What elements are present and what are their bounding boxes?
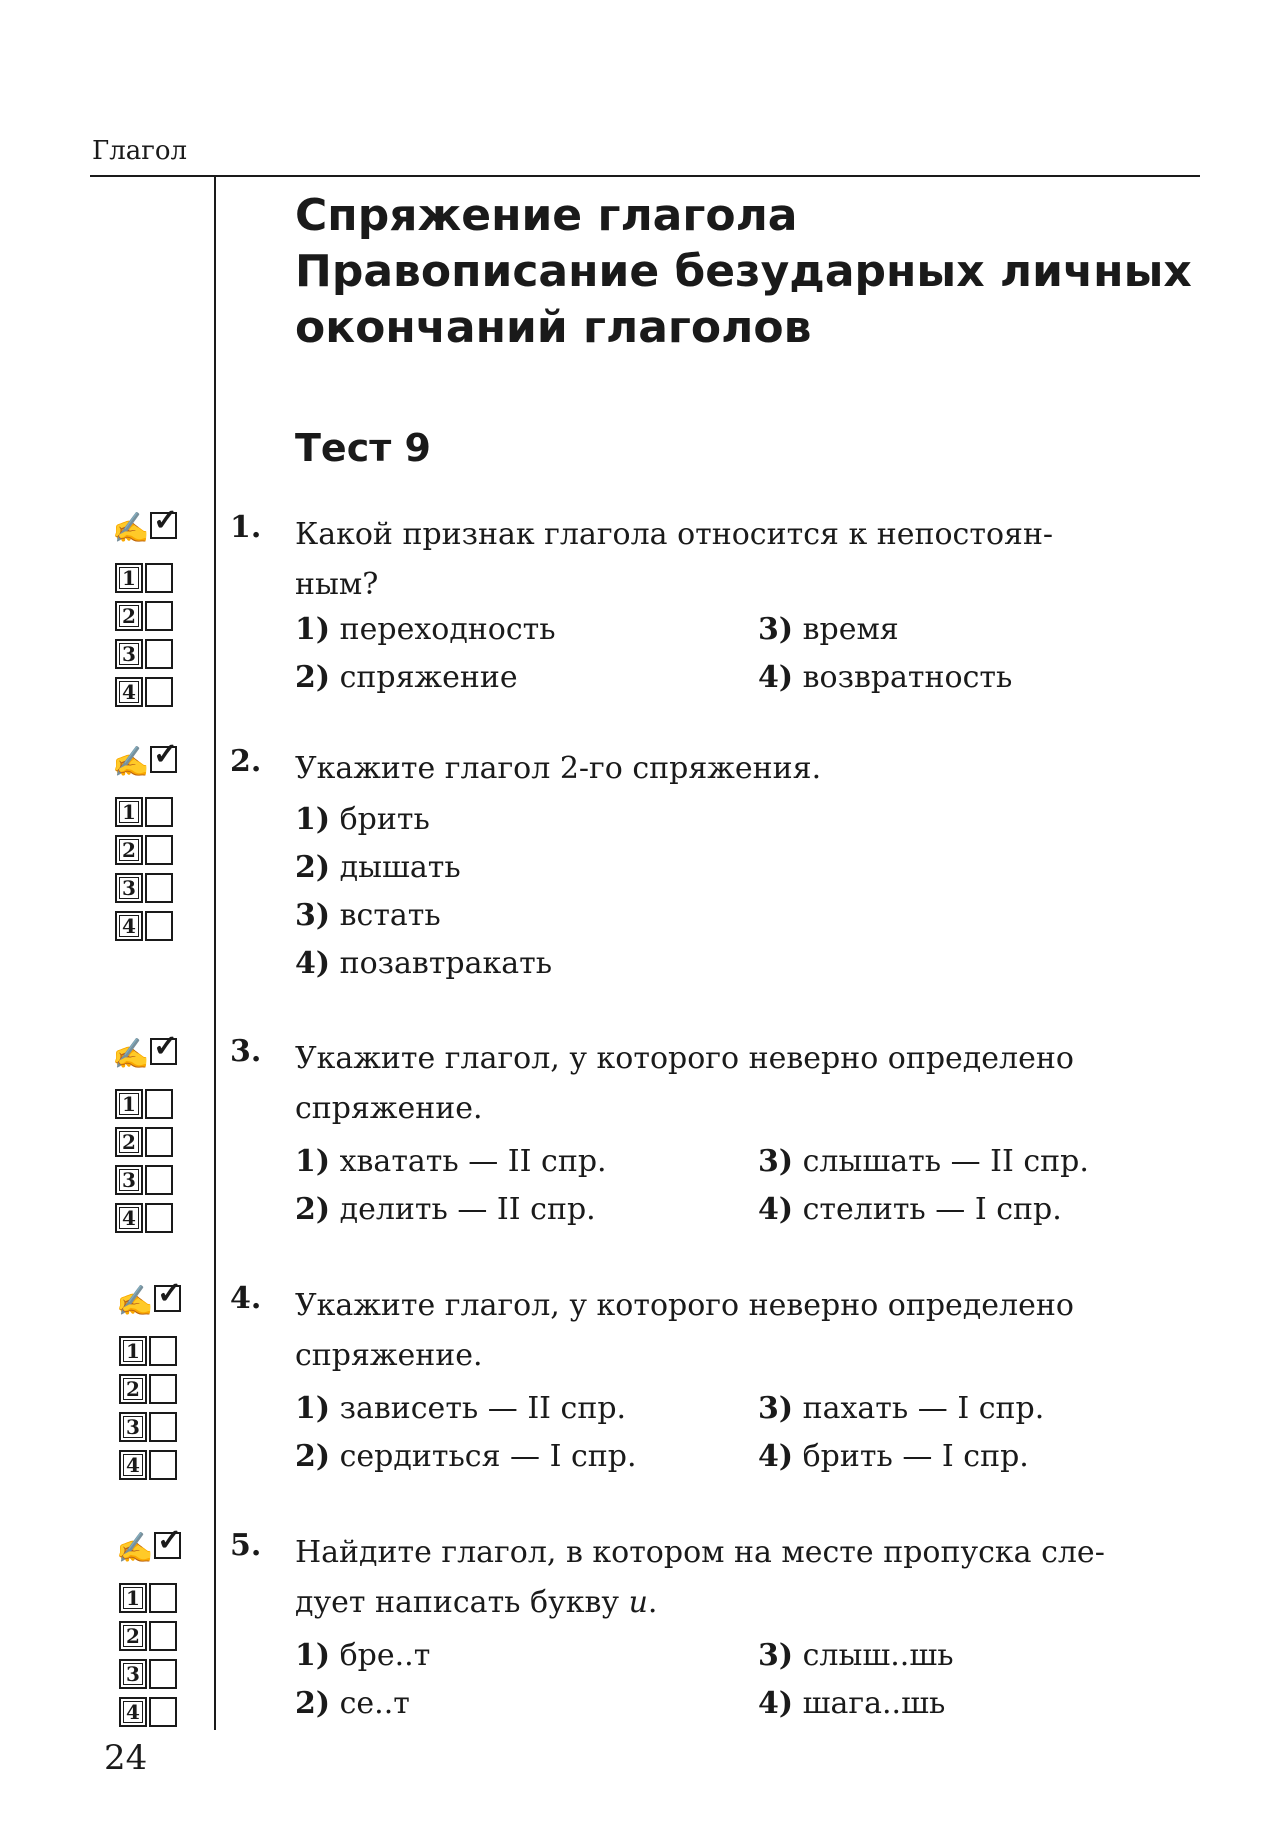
task-option: 1) брить [295,802,430,837]
answer-option-2[interactable]: 2 [115,835,179,869]
header-rule [90,175,1200,177]
answer-checkbox[interactable] [145,601,173,631]
task-question: Укажите глагол, у которого неверно определено спряжение. [295,1288,1074,1373]
answer-checkbox[interactable] [149,1450,177,1480]
task-number: 2. [230,744,262,779]
answer-header [116,1276,186,1319]
task-option: 2) спряжение [295,660,518,695]
task-number: 1. [230,510,262,545]
answer-header [112,737,182,780]
answer-header [112,1029,182,1072]
answer-checkbox[interactable] [145,835,173,865]
answer-option-3[interactable]: 3 [115,1165,179,1199]
task-question: Найдите глагол, в котором на месте пропуска сле- дует написать букву и. [295,1535,1105,1620]
checkbox-tick-icon: ✓ [154,1285,181,1312]
answer-option-4[interactable]: 4 [115,1203,179,1237]
answer-option-4[interactable]: 4 [119,1450,183,1484]
answer-option-4[interactable]: 4 [115,911,179,945]
pen-icon: ✍ [116,1284,154,1319]
answer-option-4[interactable]: 4 [115,677,179,711]
answer-checkbox[interactable] [149,1621,177,1651]
answer-checkbox[interactable] [145,1203,173,1233]
checkbox-tick-icon: ✓ [154,1532,181,1559]
answer-checkbox[interactable] [145,1089,173,1119]
task-option: 4) возвратность [758,660,1013,695]
answer-checkbox[interactable] [145,797,173,827]
pen-icon: ✍ [116,1531,154,1566]
answer-checkbox[interactable] [145,1127,173,1157]
task-option: 4) шага..шь [758,1686,946,1721]
answer-option-3[interactable]: 3 [119,1412,183,1446]
task-option: 3) время [758,612,899,647]
task-option: 2) делить — II спр. [295,1192,596,1227]
pen-icon: ✍ [112,511,150,546]
task-number: 3. [230,1034,262,1069]
running-head: Глагол [92,136,188,166]
answer-header [112,503,182,546]
test-title: Тест 9 [295,426,431,470]
page-number: 24 [104,1738,148,1778]
answer-option-2[interactable]: 2 [119,1621,183,1655]
answer-option-1[interactable]: 1 [115,797,179,831]
checkbox-tick-icon: ✓ [150,746,177,773]
answer-option-1[interactable]: 1 [115,1089,179,1123]
answer-checkbox[interactable] [145,1165,173,1195]
checkbox-tick-icon: ✓ [150,1038,177,1065]
answer-option-1[interactable]: 1 [119,1336,183,1370]
section-title-line: окончаний глаголов [295,302,812,353]
answer-checkbox[interactable] [145,911,173,941]
answer-option-3[interactable]: 3 [119,1659,183,1693]
pen-icon: ✍ [112,745,150,780]
answer-checkbox[interactable] [145,639,173,669]
task-question: Какой признак глагола относится к непостоян- ным? [295,517,1054,602]
section-title-line: Правописание безударных личных [295,246,1192,297]
section-title [295,188,1195,356]
answer-option-1[interactable]: 1 [119,1583,183,1617]
answer-option-2[interactable]: 2 [119,1374,183,1408]
task-option: 4) стелить — I спр. [758,1192,1062,1227]
task-option: 1) бре..т [295,1638,431,1673]
task-option: 1) хватать — II спр. [295,1144,607,1179]
answer-header [116,1523,186,1566]
task-option: 2) сердиться — I спр. [295,1439,637,1474]
answer-checkbox[interactable] [145,563,173,593]
italic-letter: и [628,1585,648,1620]
task-option: 3) слыш..шь [758,1638,954,1673]
answer-option-1[interactable]: 1 [115,563,179,597]
task-option: 1) зависеть — II спр. [295,1391,627,1426]
answer-checkbox[interactable] [145,677,173,707]
task-option: 2) се..т [295,1686,410,1721]
task-question: Укажите глагол 2-го спряжения. [295,751,822,786]
answer-checkbox[interactable] [149,1374,177,1404]
pen-icon: ✍ [112,1037,150,1072]
answer-checkbox[interactable] [149,1659,177,1689]
answer-checkbox[interactable] [145,873,173,903]
answer-option-3[interactable]: 3 [115,639,179,673]
answer-option-2[interactable]: 2 [115,601,179,635]
task-number: 5. [230,1528,262,1563]
task-question: Укажите глагол, у которого неверно определено спряжение. [295,1041,1074,1126]
answer-checkbox[interactable] [149,1697,177,1727]
answer-checkbox[interactable] [149,1583,177,1613]
task-option: 3) слышать — II спр. [758,1144,1089,1179]
checkbox-tick-icon: ✓ [150,512,177,539]
task-option: 1) переходность [295,612,556,647]
task-option: 3) пахать — I спр. [758,1391,1045,1426]
task-option: 3) встать [295,898,441,933]
answer-option-3[interactable]: 3 [115,873,179,907]
answer-option-4[interactable]: 4 [119,1697,183,1731]
task-option: 4) брить — I спр. [758,1439,1029,1474]
margin-rule [214,177,216,1730]
answer-checkbox[interactable] [149,1336,177,1366]
task-option: 4) позавтракать [295,946,553,981]
section-title-line: Спряжение глагола [295,190,798,241]
task-number: 4. [230,1281,262,1316]
answer-option-2[interactable]: 2 [115,1127,179,1161]
task-option: 2) дышать [295,850,461,885]
answer-checkbox[interactable] [149,1412,177,1442]
